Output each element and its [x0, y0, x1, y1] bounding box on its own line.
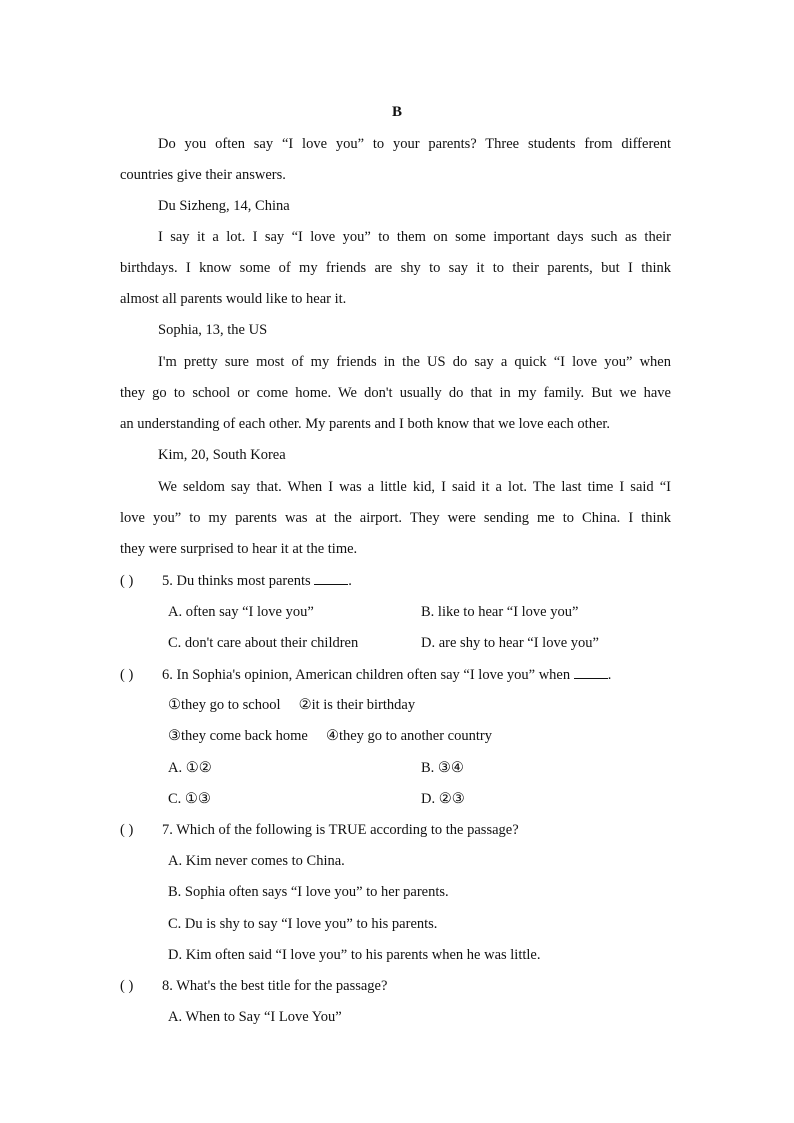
paragraph-line: they go to school or come home. We don't usually do that in my family. But we have [120, 385, 671, 401]
option-c[interactable]: C. don't care about their children [168, 635, 359, 651]
sub-items-line-2: ③they come back home ④they go to another country [168, 728, 492, 744]
question-stem: 5. Du thinks most parents [162, 573, 311, 589]
question-8 [120, 976, 387, 996]
answer-blank[interactable]: ( ) [120, 822, 134, 838]
speaker-name-sophia: Sophia, 13, the US [158, 322, 268, 338]
question-6 [120, 664, 611, 685]
question-7 [120, 820, 519, 840]
answer-blank[interactable]: ( ) [120, 667, 134, 683]
stem-end: . [348, 573, 352, 589]
paragraph-line: almost all parents would like to hear it. [120, 291, 347, 307]
question-stem: 8. What's the best title for the passage? [162, 978, 388, 994]
option-a[interactable]: A. often say “I love you” [168, 604, 314, 620]
option-a[interactable]: A. ①② [168, 760, 212, 776]
question-stem: 6. In Sophia's opinion, American children often say “I love you” when [162, 667, 571, 683]
option-b[interactable]: B. ③④ [421, 760, 464, 776]
paragraph-line: an understanding of each other. My parents and I both know that we love each other. [120, 416, 611, 432]
option-a[interactable]: A. When to Say “I Love You” [168, 1009, 342, 1025]
paragraph-line: they were surprised to hear it at the time. [120, 541, 358, 557]
paragraph-line: birthdays. I know some of my friends are shy to say it to their parents, but I think [120, 260, 671, 276]
sub-items-line-1: ①they go to school ②it is their birthday [168, 697, 416, 713]
paragraph-line: I say it a lot. I say “I love you” to them on some important days such as their [158, 229, 671, 245]
option-d[interactable]: D. are shy to hear “I love you” [421, 635, 599, 651]
fill-blank [574, 664, 608, 679]
fill-blank [314, 570, 348, 585]
answer-blank[interactable]: ( ) [120, 573, 134, 589]
section-title: B [391, 104, 402, 120]
intro-line-2: countries give their answers. [120, 167, 286, 183]
question-5 [120, 570, 352, 591]
speaker-name-kim: Kim, 20, South Korea [158, 447, 286, 463]
stem-end: . [607, 667, 612, 683]
option-c[interactable]: C. Du is shy to say “I love you” to his parents. [168, 916, 438, 932]
option-a[interactable]: A. Kim never comes to China. [168, 853, 345, 869]
option-d[interactable]: D. Kim often said “I love you” to his parents when he was little. [168, 947, 541, 963]
paragraph-line: We seldom say that. When I was a little kid, I said it a lot. The last time I said “I [158, 479, 671, 495]
intro-line-1: Do you often say “I love you” to your parents? Three students from different [158, 136, 671, 152]
option-d[interactable]: D. ②③ [421, 791, 465, 807]
paragraph-line: I'm pretty sure most of my friends in the US do say a quick “I love you” when [158, 354, 671, 370]
option-c[interactable]: C. ①③ [168, 791, 211, 807]
option-b[interactable]: B. Sophia often says “I love you” to her parents. [168, 884, 449, 900]
speaker-name-du: Du Sizheng, 14, China [158, 198, 290, 214]
paragraph-line: love you” to my parents was at the airport. They were sending me to China. I think [120, 510, 671, 526]
option-b[interactable]: B. like to hear “I love you” [421, 604, 579, 620]
answer-blank[interactable]: ( ) [120, 978, 134, 994]
question-stem: 7. Which of the following is TRUE according to the passage? [162, 822, 519, 838]
